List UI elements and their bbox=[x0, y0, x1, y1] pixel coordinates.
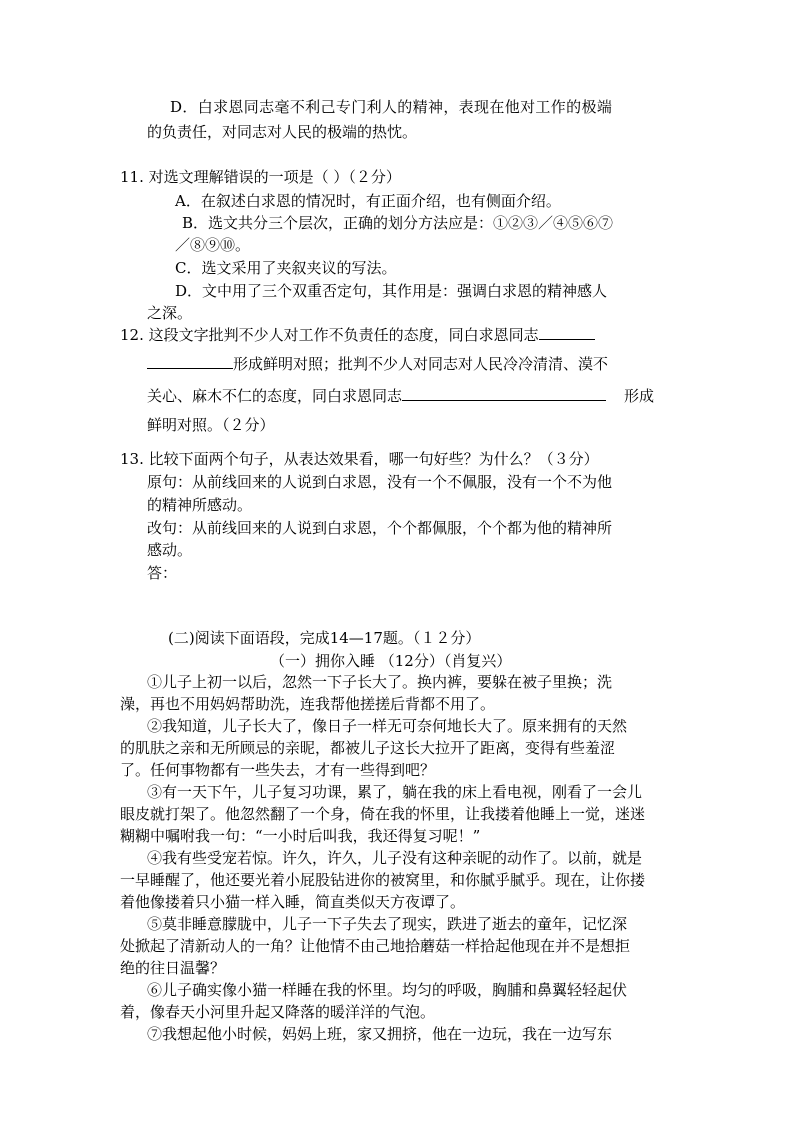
q12-line1 bbox=[120, 325, 595, 345]
passage-p2-line1: ②我知道，儿子长大了，像日子一样无可奈何地长大了。原来拥有的天然 bbox=[147, 717, 628, 735]
q13-original-line1: 原句：从前线回来的人说到白求恩，没有一个不佩服，没有一个不为他 bbox=[147, 473, 613, 491]
passage-p2-line2: 的肌肤之亲和无所顾忌的亲昵，都被儿子这长大拉开了距离，变得有些羞涩 bbox=[120, 739, 616, 757]
passage-p6-line2: 着，像春天小河里升起又降落的暖洋洋的气泡。 bbox=[120, 1003, 436, 1021]
passage-p4-line2: 一早睡醒了，他还要光着小屁股钻进你的被窝里，和你腻乎腻乎。现在，让你搂 bbox=[120, 871, 646, 889]
q13-revised-line1: 改句：从前线回来的人说到白求恩，个个都佩服，个个都为他的精神所 bbox=[147, 519, 613, 537]
passage-p5-line3: 绝的往日温馨？ bbox=[120, 959, 226, 977]
passage-p2-line3: 了。任何事物都有一些失去，才有一些得到吧？ bbox=[120, 761, 436, 779]
q12-text3b: 形成 bbox=[624, 387, 655, 405]
passage-p1-line1: ①儿子上初一以后，忽然一下子长大了。换内裤，要躲在被子里换；洗 bbox=[147, 673, 613, 691]
q12-line3 bbox=[147, 386, 654, 406]
section2-heading: (二)阅读下面语段，完成14—17题。（１２分） bbox=[168, 629, 481, 647]
q12-text2: 形成鲜明对照；批判不少人对同志对人民冷冷清清、漠不 bbox=[233, 355, 609, 373]
q12-line4: 鲜明对照。（２分） bbox=[147, 416, 275, 434]
passage-p5-line1: ⑤莫非睡意朦胧中，儿子一下子失去了现实，跌进了逝去的童年，记忆深 bbox=[147, 915, 628, 933]
q12-blank-1b[interactable] bbox=[147, 354, 233, 369]
q12-text1: 12. 这段文字批判不少人对工作不负责任的态度，同白求恩同志 bbox=[120, 326, 539, 344]
q11-option-c: C．选文采用了夹叙夹议的写法。 bbox=[175, 259, 397, 277]
q11-option-b-line2: ／⑧⑨⑩。 bbox=[175, 236, 251, 254]
passage-title: （一）拥你入睡 （12分）（肖复兴） bbox=[270, 652, 512, 670]
q12-blank-2[interactable] bbox=[402, 386, 606, 401]
q11-stem: 11. 对选文理解错误的一项是（ ）（２分） bbox=[120, 168, 401, 186]
passage-p7-line1: ⑦我想起他小时候，妈妈上班，家又拥挤，他在一边玩，我在一边写东 bbox=[147, 1025, 613, 1043]
q10-option-d-line2: 的负责任，对同志对人民的极端的热忱。 bbox=[147, 123, 418, 141]
passage-p3-line2: 眼皮就打架了。他忽然翻了一个身，倚在我的怀里，让我搂着他睡上一觉，迷迷 bbox=[120, 805, 646, 823]
q11-option-a: A．在叙述白求恩的情况时，有正面介绍，也有侧面介绍。 bbox=[175, 192, 561, 210]
q13-stem: 13. 比较下面两个句子，从表达效果看，哪一句好些？为什么？（３分） bbox=[120, 450, 599, 468]
passage-p4-line3: 着他像搂着只小猫一样入睡，简直类似天方夜谭了。 bbox=[120, 893, 466, 911]
passage-p5-line2: 处掀起了清新动人的一角？让他情不由己地拾蘑菇一样拾起他现在并不是想拒 bbox=[120, 937, 631, 955]
q10-option-d-line1: D．白求恩同志毫不利己专门利人的精神，表现在他对工作的极端 bbox=[170, 98, 613, 116]
passage-p1-line2: 澡，再也不用妈妈帮助洗，连我帮他搓搓后背都不用了。 bbox=[120, 695, 496, 713]
q13-original-line2: 的精神所感动。 bbox=[147, 496, 253, 514]
q12-blank-1a[interactable] bbox=[539, 325, 595, 340]
q11-option-d-line2: 之深。 bbox=[147, 304, 193, 322]
passage-p6-line1: ⑥儿子确实像小猫一样睡在我的怀里。均匀的呼吸，胸脯和鼻翼轻轻起伏 bbox=[147, 981, 628, 999]
passage-p4-line1: ④我有些受宠若惊。许久，许久，儿子没有这种亲昵的动作了。以前，就是 bbox=[147, 849, 643, 867]
passage-p3-line1: ③有一天下午，儿子复习功课，累了，躺在我的床上看电视，刚看了一会儿 bbox=[147, 783, 643, 801]
passage-p3-line3: 糊糊中嘱咐我一句：“一小时后叫我，我还得复习呢！” bbox=[120, 827, 481, 845]
q11-option-d-line1: D．文中用了三个双重否定句，其作用是：强调白求恩的精神感人 bbox=[175, 282, 608, 300]
q12-line2 bbox=[147, 354, 608, 374]
q11-option-b-line1: B．选文共分三个层次，正确的划分方法应是：①②③／④⑤⑥⑦ bbox=[182, 214, 614, 232]
q13-revised-line2: 感动。 bbox=[147, 541, 193, 559]
q13-answer-label: 答： bbox=[147, 564, 178, 582]
q12-text3a: 关心、麻木不仁的态度，同白求恩同志 bbox=[147, 387, 403, 405]
